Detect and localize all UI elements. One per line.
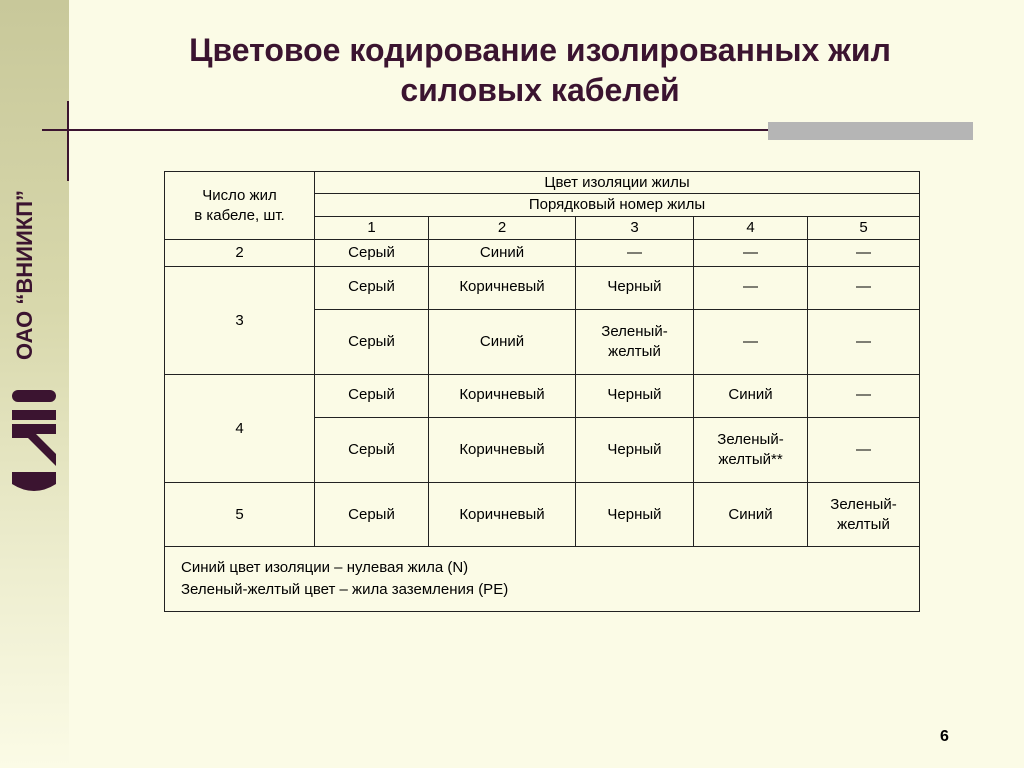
- company-logo-icon: [6, 388, 62, 500]
- table-cell: —: [808, 310, 920, 375]
- table-cell: Синий: [694, 375, 808, 418]
- rule-vertical: [67, 101, 69, 181]
- table-cell: Серый: [315, 267, 429, 310]
- table-cell: Серый: [315, 240, 429, 267]
- group-count: 3: [165, 267, 315, 375]
- table-cell: Серый: [315, 418, 429, 483]
- col-header: 1: [315, 217, 429, 240]
- table-cell: Зеленый-желтый: [576, 310, 694, 375]
- col-header: 3: [576, 217, 694, 240]
- table-cell: Синий: [429, 310, 576, 375]
- col-header: 4: [694, 217, 808, 240]
- table-cell: Зеленый-желтый**: [694, 418, 808, 483]
- table-cell: —: [808, 418, 920, 483]
- header-insulation-color: Цвет изоляции жилы: [315, 172, 920, 194]
- group-count: 5: [165, 483, 315, 547]
- table-row: [165, 240, 920, 267]
- table-cell: Синий: [694, 483, 808, 547]
- slide-title: [90, 30, 990, 110]
- table-cell: Серый: [315, 375, 429, 418]
- table-cell: Коричневый: [429, 418, 576, 483]
- table-cell: Зеленый-желтый: [808, 483, 920, 547]
- header-core-number: Порядковый номер жилы: [315, 194, 920, 217]
- header-cable-count-line2: в кабеле, шт.: [194, 206, 285, 224]
- accent-bar: [768, 122, 973, 140]
- page-number: 6: [940, 728, 949, 745]
- group-count: 4: [165, 375, 315, 483]
- table-cell: Коричневый: [429, 483, 576, 547]
- table-cell: Черный: [576, 375, 694, 418]
- legend-note: Зеленый-желтый цвет – жила заземления (PE): [181, 581, 509, 598]
- group-count: 2: [165, 240, 315, 267]
- col-header: 5: [808, 217, 920, 240]
- table-row: [165, 375, 920, 418]
- table-cell: Черный: [576, 418, 694, 483]
- table-cell: Коричневый: [429, 267, 576, 310]
- table-row: [165, 547, 920, 612]
- table-cell: Черный: [576, 483, 694, 547]
- table-cell: Коричневый: [429, 375, 576, 418]
- table-cell: —: [694, 240, 808, 267]
- table-cell: Синий: [429, 240, 576, 267]
- sidebar-band: [0, 0, 69, 768]
- col-header: 2: [429, 217, 576, 240]
- table-cell: Черный: [576, 267, 694, 310]
- header-cable-count: [165, 172, 315, 240]
- table-row: [165, 267, 920, 310]
- legend-notes: [165, 547, 920, 612]
- slide-title-line2: силовых кабелей: [400, 72, 680, 108]
- table-cell: Серый: [315, 310, 429, 375]
- org-name: ОАО “ВНИИКП”: [12, 189, 37, 360]
- table-cell: —: [808, 267, 920, 310]
- table-cell: Серый: [315, 483, 429, 547]
- legend-note: Синий цвет изоляции – нулевая жила (N): [181, 559, 469, 576]
- slide-title-line1: Цветовое кодирование изолированных жил: [189, 32, 891, 68]
- cable-color-table: [164, 171, 920, 612]
- table-cell: —: [576, 240, 694, 267]
- table-cell: —: [694, 310, 808, 375]
- table-cell: —: [694, 267, 808, 310]
- table-row: [165, 483, 920, 547]
- header-cable-count-line1: Число жил: [202, 186, 277, 204]
- table-cell: —: [808, 375, 920, 418]
- table-cell: —: [808, 240, 920, 267]
